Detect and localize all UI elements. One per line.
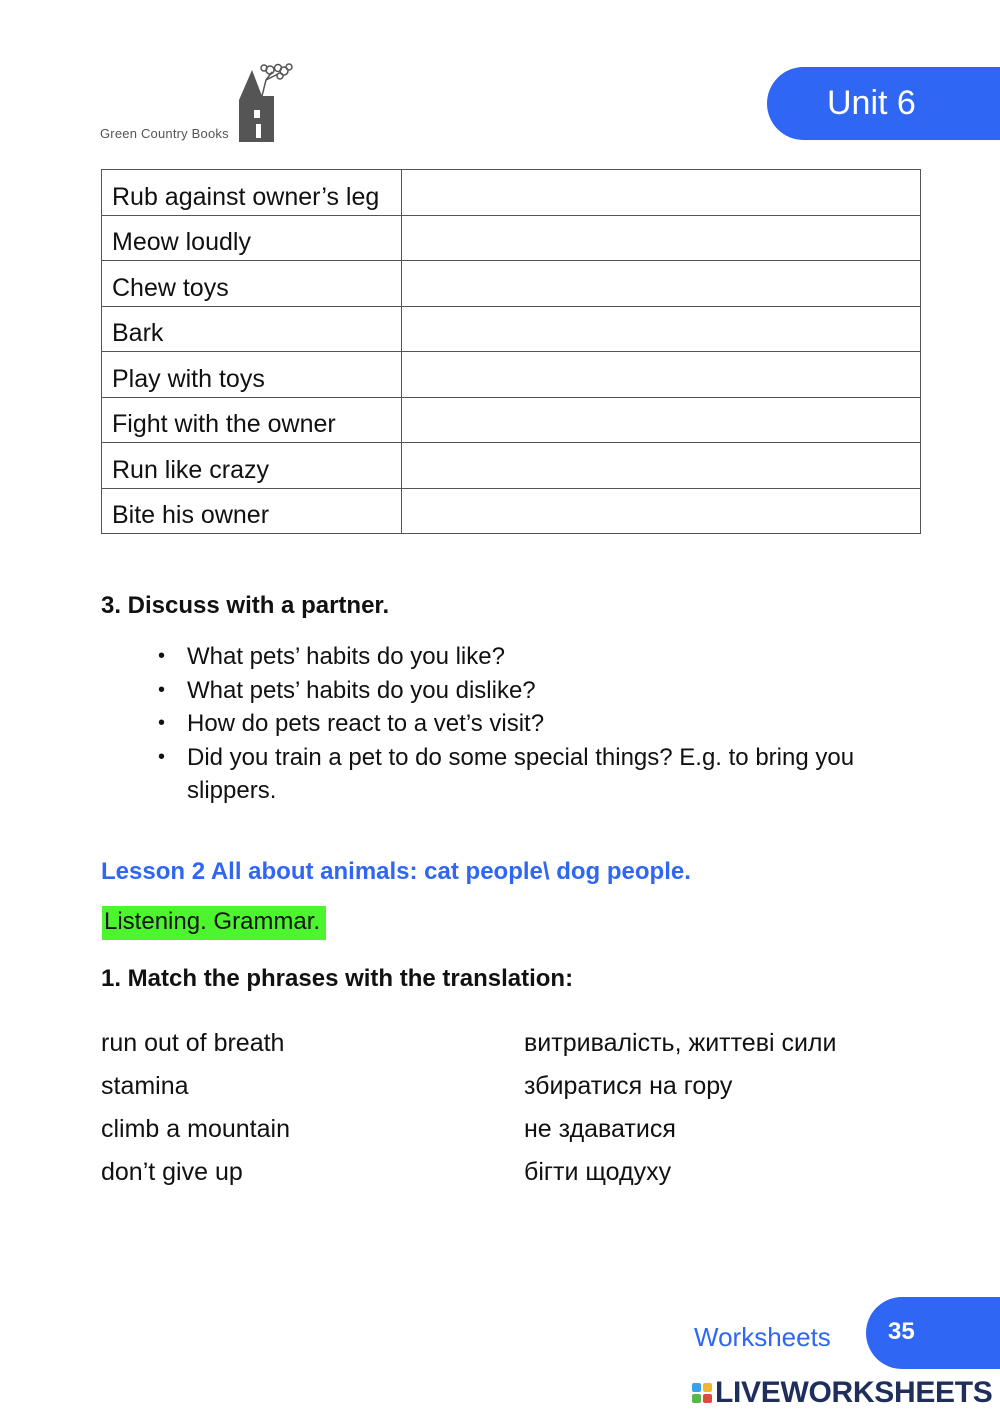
phrase-item: climb a mountain [101,1115,290,1143]
footer-section-label: Worksheets [694,1322,831,1352]
answer-cell[interactable] [402,352,921,398]
list-item: • How do pets react to a vet’s visit? [158,707,898,741]
habit-label: Fight with the owner [102,397,402,443]
answer-cell[interactable] [402,443,921,489]
habit-label: Chew toys [102,261,402,307]
exercise-1-title: 1. Match the phrases with the translation: [101,965,574,992]
table-row [102,306,921,352]
lesson-title: Lesson 2 All about animals: cat people\ dog people. [101,858,691,885]
translation-item: бігти щодуху [524,1158,672,1186]
unit-badge: Unit 6 [767,67,1000,140]
answer-cell[interactable] [402,261,921,307]
translation-item: збиратися на гору [524,1072,733,1100]
table-row [102,261,921,307]
brand-name: LIVEWORKSHEETS [715,1376,993,1409]
list-item: • Did you train a pet to do some special things? E.g. to bring you slippers. [158,741,898,808]
table-row [102,443,921,489]
answer-cell[interactable] [402,397,921,443]
answer-cell[interactable] [402,170,921,216]
habits-table [101,169,921,534]
phrase-list [101,1022,290,1194]
habit-label: Run like crazy [102,443,402,489]
table-row [102,352,921,398]
skills-label: Listening. Grammar. [102,906,326,940]
habit-label: Meow loudly [102,215,402,261]
answer-cell[interactable] [402,306,921,352]
exercise-3-title: 3. Discuss with a partner. [101,592,390,619]
habit-label: Play with toys [102,352,402,398]
habit-label: Rub against owner’s leg [102,170,402,216]
phrase-item: stamina [101,1072,189,1100]
page-number: 35 [866,1297,1000,1369]
list-item: • What pets’ habits do you like? [158,640,898,674]
translation-list [524,1022,837,1194]
liveworksheets-brand[interactable] [692,1376,993,1410]
table-row [102,170,921,216]
table-row [102,488,921,534]
publisher-name: Green Country Books [100,126,229,141]
answer-cell[interactable] [402,215,921,261]
translation-item: не здаватися [524,1115,676,1143]
table-row [102,215,921,261]
list-item: • What pets’ habits do you dislike? [158,674,898,708]
brand-logo-icon [692,1383,712,1403]
discussion-questions [158,640,898,808]
publisher-logo [100,62,300,146]
answer-cell[interactable] [402,488,921,534]
house-tree-icon [234,62,296,144]
table-row [102,397,921,443]
habit-label: Bite his owner [102,488,402,534]
translation-item: витривалість, життеві сили [524,1029,837,1057]
habit-label: Bark [102,306,402,352]
phrase-item: don’t give up [101,1158,243,1186]
phrase-item: run out of breath [101,1029,285,1057]
